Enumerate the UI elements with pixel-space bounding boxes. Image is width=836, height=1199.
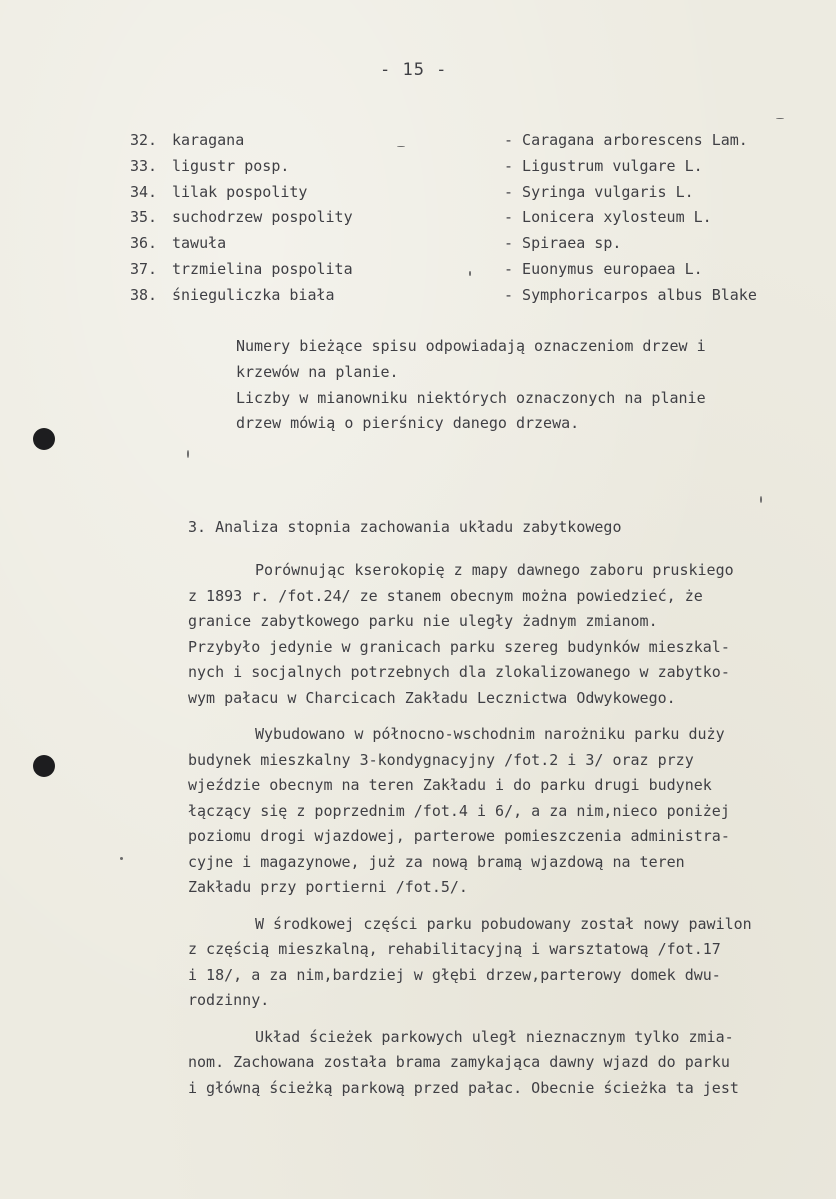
species-number: 33. — [130, 156, 158, 175]
species-list — [130, 128, 800, 309]
paragraph — [188, 722, 808, 901]
paragraph-line: i główną ścieżką parkową przed pałac. Obecnie ścieżka ta jest — [188, 1078, 739, 1097]
species-latin-name: - Caragana arborescens Lam. — [504, 131, 748, 149]
punch-hole — [33, 428, 55, 450]
section-heading: 3. Analiza stopnia zachowania układu zabytkowego — [188, 518, 622, 536]
note-line: drzew mówią o pierśnicy danego drzewa. — [236, 414, 580, 433]
paragraph-line: z częścią mieszkalną, rehabilitacyjną i warsztatową /fot.17 — [188, 940, 721, 958]
species-common-name: trzmielina pospolita — [172, 259, 353, 278]
species-common-name: suchodrzew pospolity — [172, 208, 353, 227]
paragraph-line: Przybyło jedynie w granicach parku szereg budynków mieszkal- — [188, 637, 730, 656]
paragraph-line: budynek mieszkalny 3-kondygnacyjny /fot.2 i 3/ oraz przy — [188, 750, 694, 769]
paragraph-line: nych i socjalnych potrzebnych dla zlokalizowanego w zabytko- — [188, 663, 730, 681]
paragraph — [188, 558, 808, 711]
paragraph-line: W środkowej części parku pobudowany został nowy pawilon — [255, 914, 752, 933]
page-number: - 15 - — [380, 60, 448, 80]
species-number: 35. — [130, 208, 158, 227]
section-body — [188, 558, 808, 1112]
paragraph-line: poziomu drogi wjazdowej, parterowe pomieszczenia administra- — [188, 827, 730, 845]
species-common-name: karagana — [172, 131, 245, 149]
species-latin-name: - Euonymus europaea L. — [504, 259, 703, 278]
species-latin-name: - Symphoricarpos albus Blake — [504, 285, 757, 304]
paragraph — [188, 1025, 808, 1102]
species-number: 34. — [130, 182, 158, 201]
paragraph-line: i 18/, a za nim,bardziej w głębi drzew,parterowy domek dwu- — [188, 965, 721, 984]
species-latin-name: - Lonicera xylosteum L. — [504, 208, 712, 227]
paper-speck — [469, 271, 471, 276]
paragraph-line: nom. Zachowana została brama zamykająca dawny wjazd do parku — [188, 1053, 730, 1071]
paragraph-line: wym pałacu w Charcicach Zakładu Lecznictwa Odwykowego. — [188, 688, 676, 707]
paragraph-line: Zakładu przy portierni /fot.5/. — [188, 878, 468, 896]
paragraph-line: Układ ścieżek parkowych uległ nieznacznym tylko zmia- — [255, 1027, 734, 1046]
species-row — [130, 205, 800, 231]
species-row — [130, 257, 800, 283]
species-number: 37. — [130, 259, 158, 278]
species-row — [130, 231, 800, 257]
paper-speck — [760, 496, 762, 503]
note-line: Numery bieżące spisu odpowiadają oznaczeniom drzew i — [236, 337, 706, 355]
paragraph-line: cyjne i magazynowe, już za nową bramą wjazdową na teren — [188, 852, 685, 871]
paper-speck — [187, 450, 189, 458]
note-line: krzewów na planie. — [236, 362, 399, 381]
paragraph-line: Wybudowano w północno-wschodnim narożniku parku duży — [255, 725, 725, 743]
species-common-name: śnieguliczka biała — [172, 285, 335, 304]
species-number: 36. — [130, 234, 158, 253]
paragraph-line: wjeździe obecnym na teren Zakładu i do parku drugi budynek — [188, 776, 712, 794]
species-latin-name: - Ligustrum vulgare L. — [504, 156, 703, 175]
species-row — [130, 128, 800, 154]
species-common-name: ligustr posp. — [172, 156, 290, 175]
species-common-name: lilak pospolity — [172, 182, 308, 201]
paragraph-line: granice zabytkowego parku nie uległy żadnym zmianom. — [188, 612, 658, 630]
species-row — [130, 180, 800, 206]
paragraph-line: rodzinny. — [188, 991, 270, 1009]
paper-speck — [120, 857, 123, 860]
punch-hole — [33, 755, 55, 777]
list-note — [236, 334, 796, 437]
paragraph-line: z 1893 r. /fot.24/ ze stanem obecnym można powiedzieć, że — [188, 586, 703, 605]
species-latin-name: - Spiraea sp. — [504, 234, 622, 253]
species-number: 32. — [130, 131, 158, 149]
species-row — [130, 154, 800, 180]
paragraph-line: łączący się z poprzednim /fot.4 i 6/, a za nim,nieco poniżej — [188, 801, 730, 820]
species-number: 38. — [130, 285, 158, 304]
note-line: Liczby w mianowniku niektórych oznaczonych na planie — [236, 388, 706, 407]
species-latin-name: - Syringa vulgaris L. — [504, 182, 694, 201]
species-row — [130, 283, 800, 309]
paper-speck — [397, 146, 405, 147]
species-common-name: tawuła — [172, 234, 227, 253]
paper-speck — [776, 118, 784, 119]
paragraph — [188, 912, 808, 1014]
paragraph-line: Porównując kserokopię z mapy dawnego zaboru pruskiego — [255, 561, 734, 579]
